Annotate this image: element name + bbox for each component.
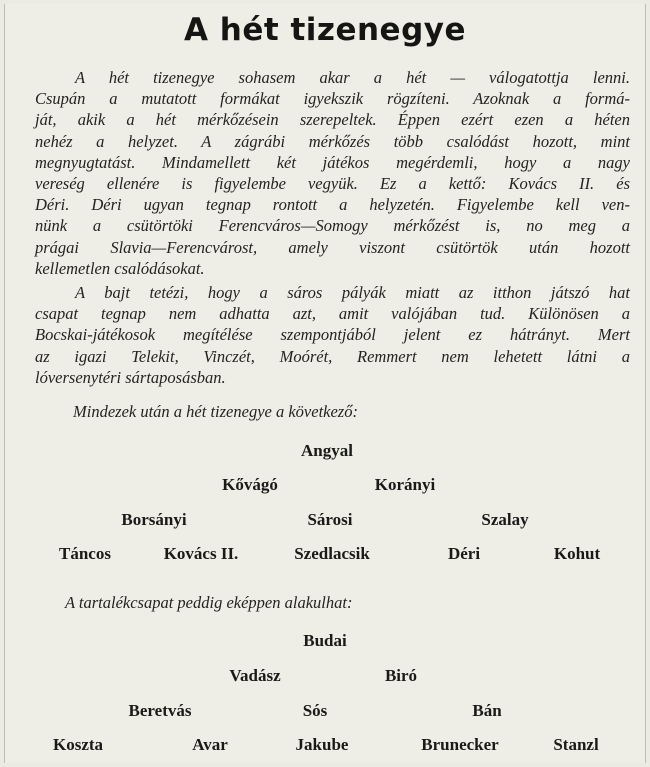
text-line: prágai Slavia—Ferencvárost, amely viszont csütörtök után hozott (35, 237, 630, 257)
player-half: Szalay (481, 510, 529, 529)
player-back: Kővágó (222, 475, 278, 494)
player-forward: Kovács II. (163, 544, 239, 563)
player-forward: Déri (447, 544, 481, 563)
text-line: A hét tizenegye sohasem akar a hét — válogatottja lenni. (75, 68, 630, 87)
text-line: Déri. Déri ugyan tegnap rontott a helyzetén. Figyelembe kell ven- (35, 195, 630, 215)
article-paragraph-2 (35, 282, 630, 388)
text-line: nünk a csütörtöki Ferencváros—Somogy mérkőzést is, no meg a (35, 216, 630, 236)
text-line: megnyugtatást. Mindamellett két játékos megérdemli, hogy a nagy (35, 152, 630, 172)
text-line: A bajt tetézi, hogy a sáros pályák miatt az itthon játszó hat (75, 283, 630, 302)
text-line: Csupán a mutatott formákat igyekszik rögzíteni. Azoknak a formá- (35, 89, 630, 109)
first-team-intro: Mindezek után a hét tizenegye a következő: (73, 402, 358, 421)
player-goalkeeper: Budai (303, 631, 347, 650)
text-line: ját, akik a hét mérkőzésein szerepeltek. Éppen ezért ezen a héten (35, 110, 630, 130)
player-back: Korányi (374, 475, 436, 494)
text-line: az igazi Telekit, Vinczét, Moórét, Remmert nem lehetett látni a (35, 346, 630, 366)
reserve-team-intro: A tartalékcsapat peddig eképpen alakulhat: (65, 593, 353, 612)
player-back: Vadász (229, 666, 281, 685)
player-forward: Jakube (295, 735, 349, 754)
article-paragraph-1 (35, 67, 630, 279)
text-line: lóversenytéri sártaposásban. (35, 367, 226, 387)
player-forward: Kohut (553, 544, 601, 563)
player-half: Sós (302, 701, 328, 720)
text-line: vereség ellenére is figyelembe vegyük. Ez a kettő: Kovács II. és (35, 174, 630, 194)
player-half: Beretvás (128, 701, 192, 720)
text-line: nehéz a helyzet. A zágrábi mérkőzés több csalódást hozott, mint (35, 131, 630, 151)
player-forward: Táncos (59, 544, 111, 563)
player-goalkeeper: Angyal (301, 441, 353, 460)
text-line: csapat tegnap nem adhatta azt, amit valójában tud. Különösen a (35, 304, 630, 324)
text-line: kellemetlen csalódásokat. (35, 258, 205, 278)
player-forward: Avar (192, 735, 228, 754)
player-half: Bán (472, 701, 502, 720)
player-forward: Brunecker (421, 735, 499, 754)
player-forward: Stanzl (553, 735, 599, 754)
player-half: Sárosi (307, 510, 353, 529)
newspaper-clipping (4, 4, 646, 763)
player-back: Biró (384, 666, 418, 685)
player-half: Borsányi (121, 510, 187, 529)
article-title: A hét tizenegye (183, 12, 467, 48)
player-forward: Koszta (52, 735, 104, 754)
player-forward: Szedlacsik (294, 544, 370, 563)
text-line: Bocskai-játékosok megítélése szempontjából jelent ez hátrányt. Mert (35, 325, 630, 345)
